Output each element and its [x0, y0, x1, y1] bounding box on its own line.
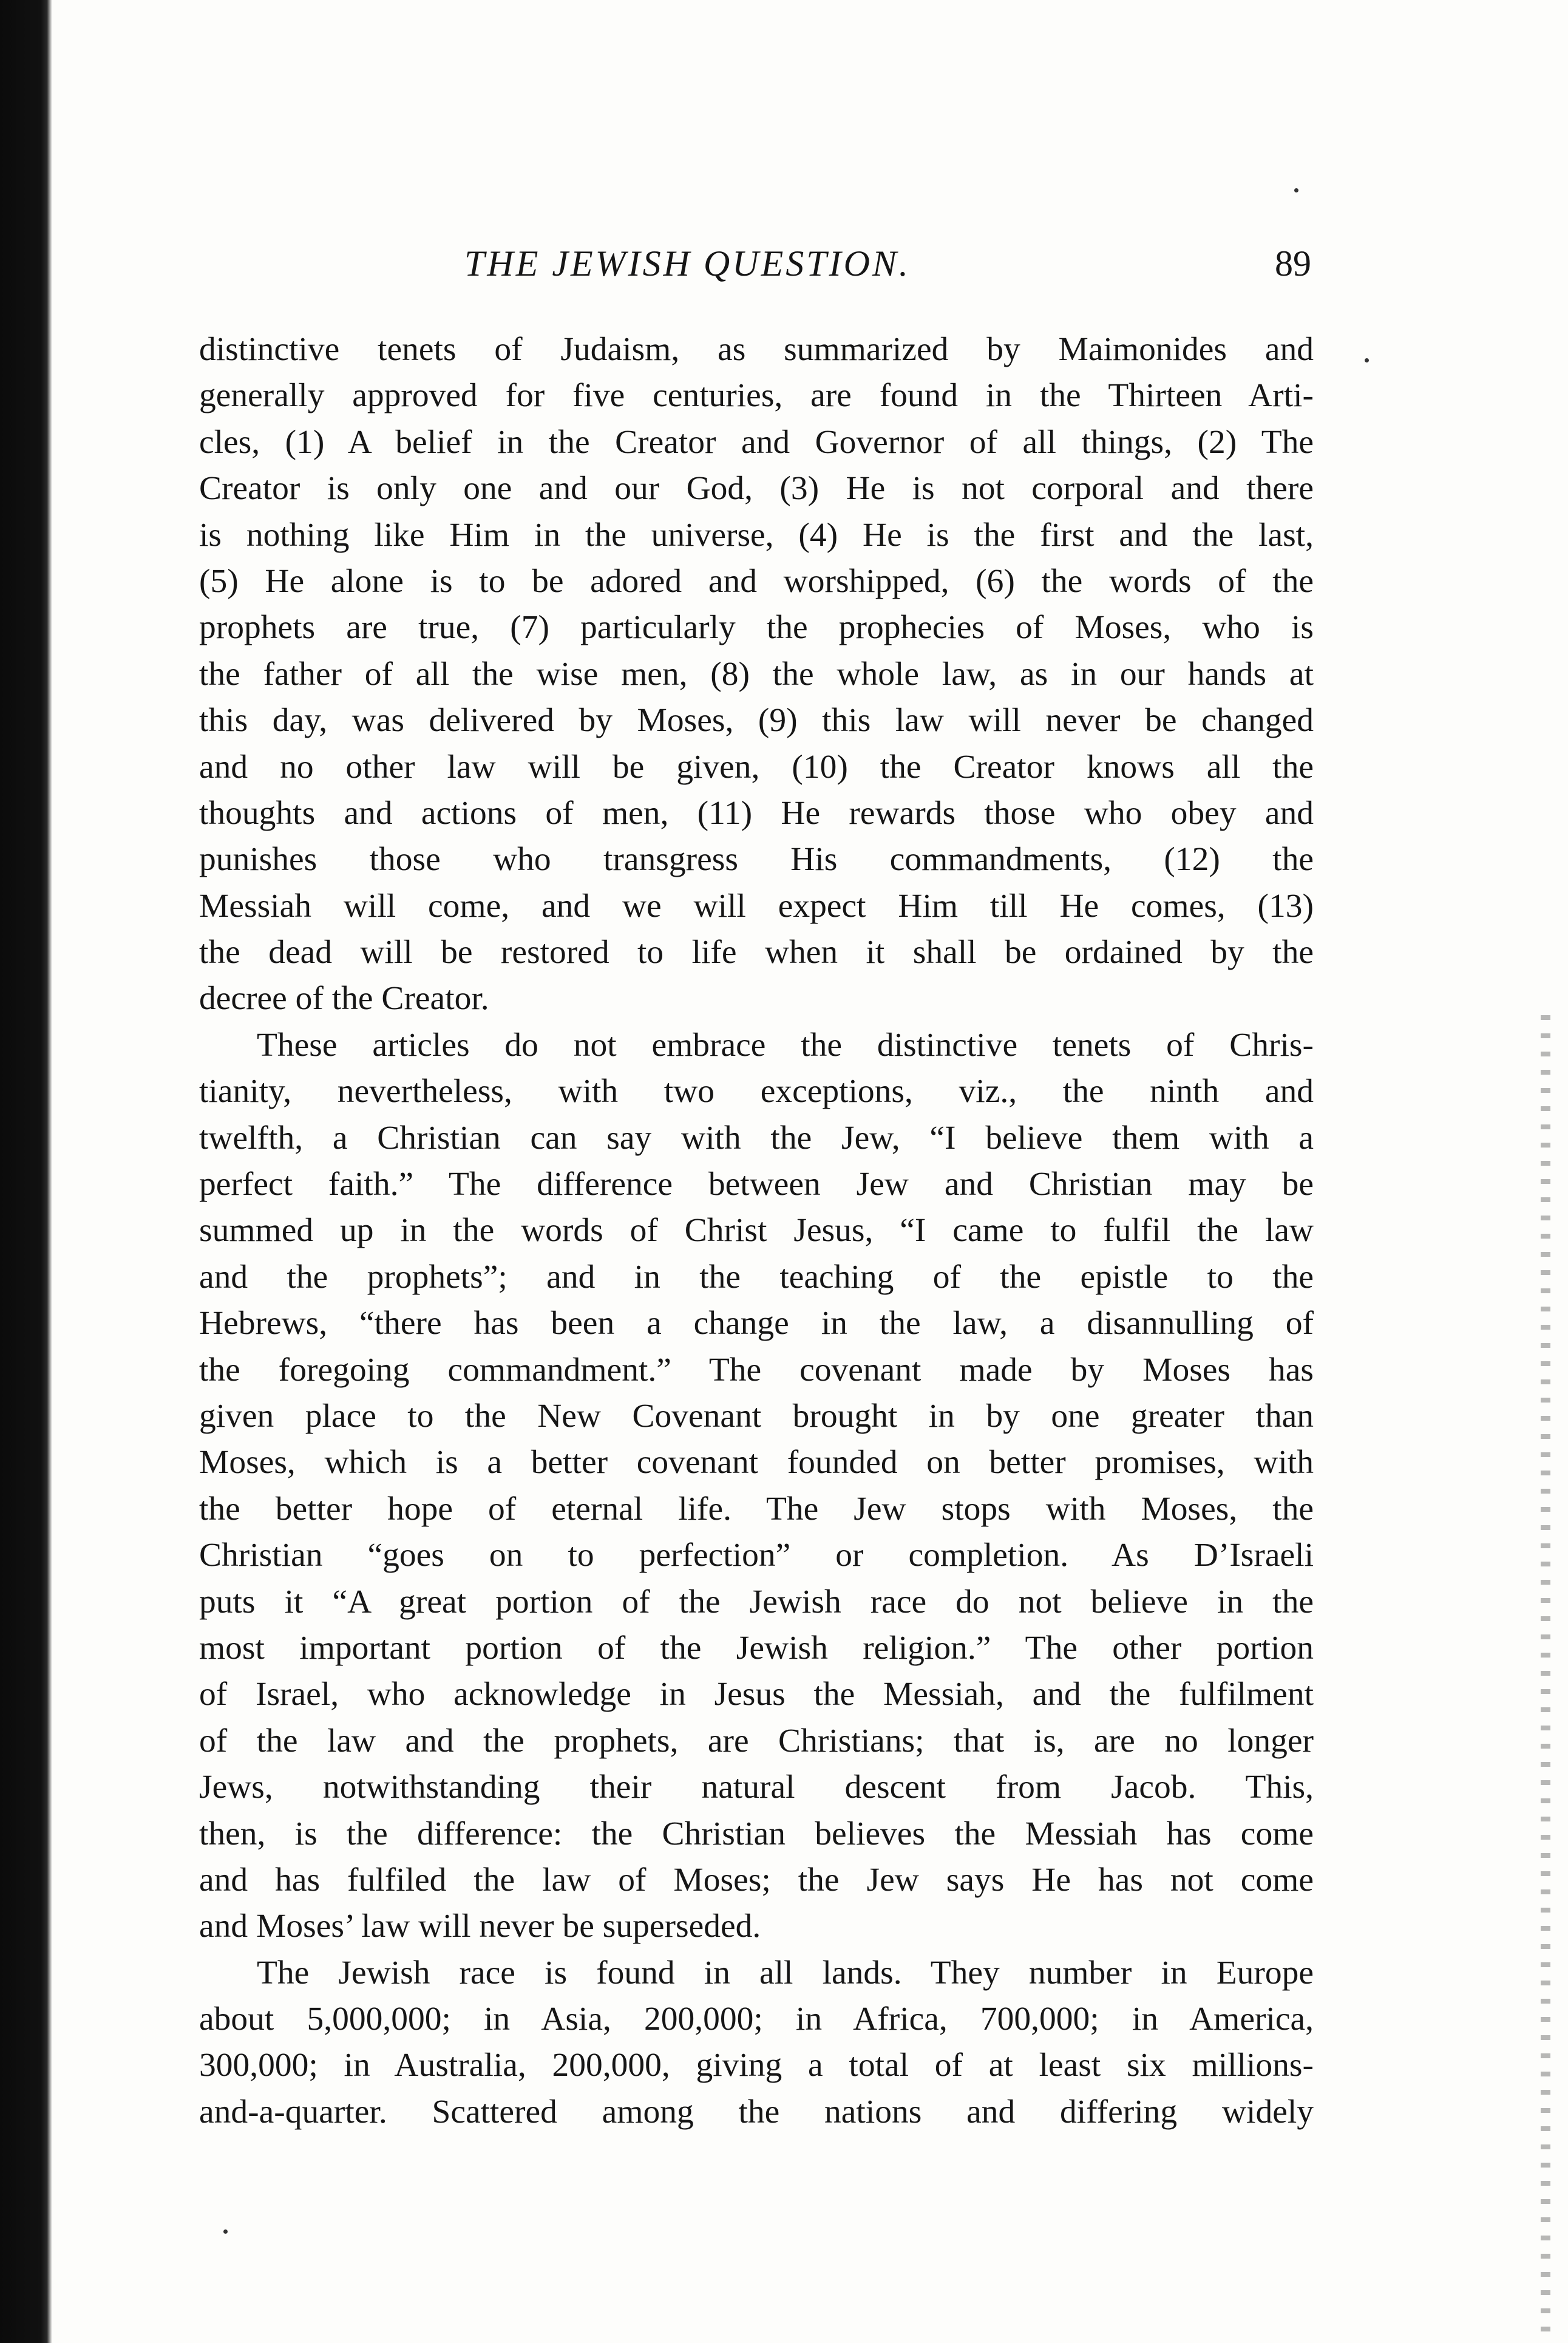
text-line: the father of all the wise men, (8) the whole law, as in our hands at	[199, 655, 1314, 693]
text-line: the dead will be restored to life when it shall be ordained by the	[199, 934, 1314, 971]
text-line: Messiah will come, and we will expect Him till He comes, (13)	[199, 887, 1314, 925]
text-line: Creator is only one and our God, (3) He is not corporal and there	[199, 470, 1314, 508]
text-line: Christian “goes on to perfection” or completion. As D’Israeli	[199, 1537, 1314, 1574]
text-line: generally approved for five centuries, are found in the Thirteen Arti-	[199, 377, 1314, 415]
stray-mark	[1365, 358, 1369, 362]
running-title: THE JEWISH QUESTION.	[464, 243, 911, 284]
text-line: of Israel, who acknowledge in Jesus the Messiah, and the fulfilment	[199, 1676, 1314, 1713]
text-line: decree of the Creator.	[199, 980, 489, 1018]
page-header	[200, 238, 1311, 299]
text-line: thoughts and actions of men, (11) He rewards those who obey and	[199, 794, 1314, 832]
text-line: puts it “A great portion of the Jewish race do not believe in the	[199, 1583, 1314, 1620]
text-line: cles, (1) A belief in the Creator and Governor of all things, (2) The	[199, 423, 1314, 461]
text-line: twelfth, a Christian can say with the Jew, “I believe them with a	[199, 1119, 1314, 1157]
text-line: tianity, nevertheless, with two exceptions, viz., the ninth and	[199, 1073, 1314, 1110]
text-line: (5) He alone is to be adored and worshipped, (6) the words of the	[199, 562, 1314, 600]
text-line: Hebrews, “there has been a change in the law, a disannulling of	[199, 1305, 1314, 1342]
text-line: then, is the difference: the Christian believes the Messiah has come	[199, 1815, 1314, 1852]
text-line: and-a-quarter. Scattered among the nations and differing widely	[199, 2093, 1314, 2130]
text-line: most important portion of the Jewish religion.” The other portion	[199, 1629, 1314, 1667]
text-line: and has fulfiled the law of Moses; the Jew says He has not come	[199, 1861, 1314, 1899]
text-line: Jews, notwithstanding their natural descent from Jacob. This,	[199, 1769, 1314, 1806]
body-text	[199, 327, 1314, 2135]
stray-mark	[223, 2229, 228, 2234]
page-number: 89	[1275, 243, 1311, 284]
text-line: Moses, which is a better covenant founded on better promises, with	[199, 1444, 1314, 1481]
text-line: and the prophets”; and in the teaching of the epistle to the	[199, 1258, 1314, 1296]
text-line: is nothing like Him in the universe, (4) He is the first and the last,	[199, 516, 1314, 554]
text-line: about 5,000,000; in Asia, 200,000; in Africa, 700,000; in America,	[199, 2001, 1314, 2038]
text-line: and Moses’ law will never be superseded.	[199, 1908, 761, 1945]
page-edge-marks	[1541, 1002, 1550, 2338]
text-line: of the law and the prophets, are Christians; that is, are no longer	[199, 1722, 1314, 1760]
text-line: the foregoing commandment.” The covenant made by Moses has	[199, 1351, 1314, 1389]
text-line: prophets are true, (7) particularly the prophecies of Moses, who is	[199, 609, 1314, 647]
text-line: distinctive tenets of Judaism, as summarized by Maimonides and	[199, 331, 1314, 368]
text-line: given place to the New Covenant brought in by one greater than	[199, 1397, 1314, 1435]
text-line: this day, was delivered by Moses, (9) this law will never be changed	[199, 702, 1314, 740]
text-line: and no other law will be given, (10) the Creator knows all the	[199, 748, 1314, 786]
text-line: 300,000; in Australia, 200,000, giving a total of at least six millions-	[199, 2047, 1314, 2084]
text-line: punishes those who transgress His commandments, (12) the	[199, 841, 1314, 879]
text-line: These articles do not embrace the distinctive tenets of Chris-	[257, 1026, 1314, 1064]
binding-edge	[0, 0, 52, 2343]
text-line: perfect faith.” The difference between Jew and Christian may be	[199, 1166, 1314, 1203]
text-line: The Jewish race is found in all lands. They number in Europe	[257, 1954, 1314, 1991]
text-line: summed up in the words of Christ Jesus, “I came to fulfil the law	[199, 1212, 1314, 1250]
stray-mark	[1294, 188, 1298, 192]
text-line: the better hope of eternal life. The Jew stops with Moses, the	[199, 1490, 1314, 1528]
